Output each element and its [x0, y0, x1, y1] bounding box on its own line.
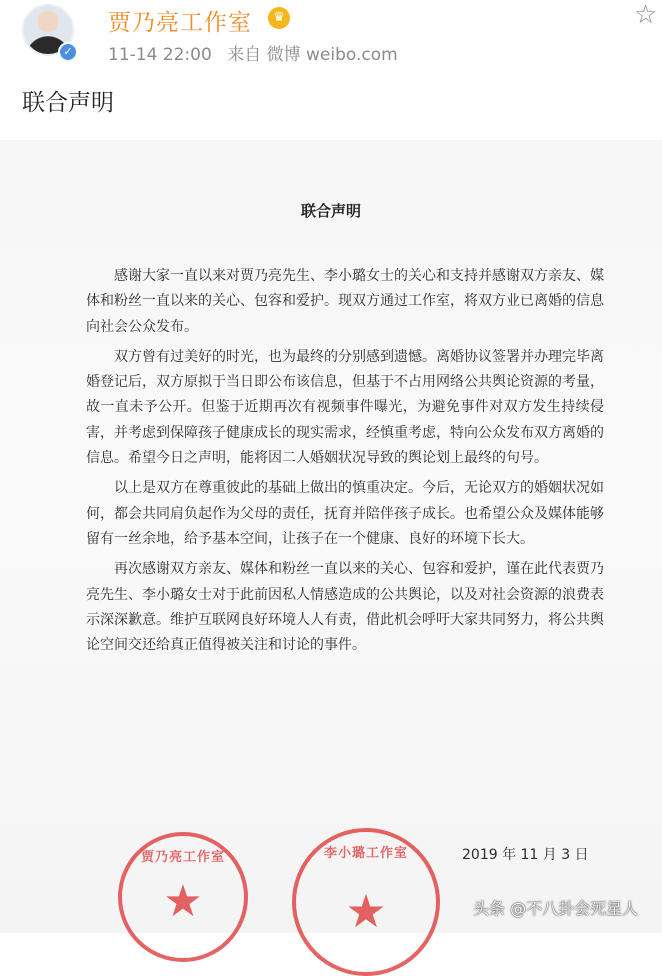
document-paragraph: 以上是双方在尊重彼此的基础上做出的慎重决定。今后，无论双方的婚姻状况如何，都会共同肩负起作为父母的责任，抚育并陪伴孩子成长。也希望公众及媒体能够留有一丝余地，给予基本空间，让孩子在一个健康、良好的环境下长大。 — [86, 480, 604, 547]
document-paragraph: 再次感谢双方亲友、媒体和粉丝一直以来的关心、包容和爱护，谨在此代表贾乃亮先生、李小璐女士对于此前因私人情感造成的公共舆论，以及对社会资源的浪费表示深深歉意。维护互联网良好环境人人有责，借此机会呼吁大家共同努力，将公共舆论空间交还给真正值得被关注和讨论的事件。 — [86, 561, 604, 654]
verified-icon: ✓ — [58, 42, 78, 62]
seal-star-icon: ★ — [163, 876, 203, 927]
document-paragraph: 双方曾有过美好的时光，也为最终的分别感到遗憾。离婚协议签署并办理完毕离婚登记后，双方原拟于当日即公布该信息，但基于不占用网络公共舆论资源的考量，故一直未予公开。但鉴于近期再次有视频事件曝光，为避免事件对双方发生持续侵害，并考虑到保障孩子健康成长的现实需求，经慎重考虑，特向公众发布双方离婚的信息。希望今日之声明，能将因二人婚姻状况导致的舆论划上最终的句号。 — [86, 348, 604, 467]
company-seal-right — [292, 828, 440, 976]
document-date: 2019 年 11 月 3 日 — [462, 847, 589, 863]
document-paragraph: 感谢大家一直以来对贾乃亮先生、李小璐女士的关心和支持并感谢双方亲友、媒体和粉丝一直以来的关心、包容和爱护。现双方通过工作室，将双方业已离婚的信息向社会公众发布。 — [86, 268, 604, 335]
document-title: 联合声明 — [300, 202, 361, 220]
company-seal-left — [118, 832, 248, 962]
statement-image[interactable] — [0, 140, 662, 938]
crown-icon: ♛ — [268, 7, 290, 29]
seal-text: 李小璐工作室 — [323, 846, 408, 861]
document-body — [86, 264, 604, 663]
post-time: 11-14 22:00 — [108, 45, 212, 65]
author-name[interactable]: 贾乃亮工作室 — [108, 10, 252, 36]
post-header — [0, 0, 662, 80]
seal-text: 贾乃亮工作室 — [140, 850, 225, 865]
star-icon[interactable]: ☆ — [634, 0, 658, 30]
post-text: 联合声明 — [22, 90, 114, 116]
seal-star-icon: ★ — [345, 884, 387, 938]
post-source: 来自 微博 weibo.com — [227, 45, 398, 65]
watermark: 头条 @不八卦会死星人 — [473, 899, 639, 918]
post-meta — [108, 40, 408, 65]
